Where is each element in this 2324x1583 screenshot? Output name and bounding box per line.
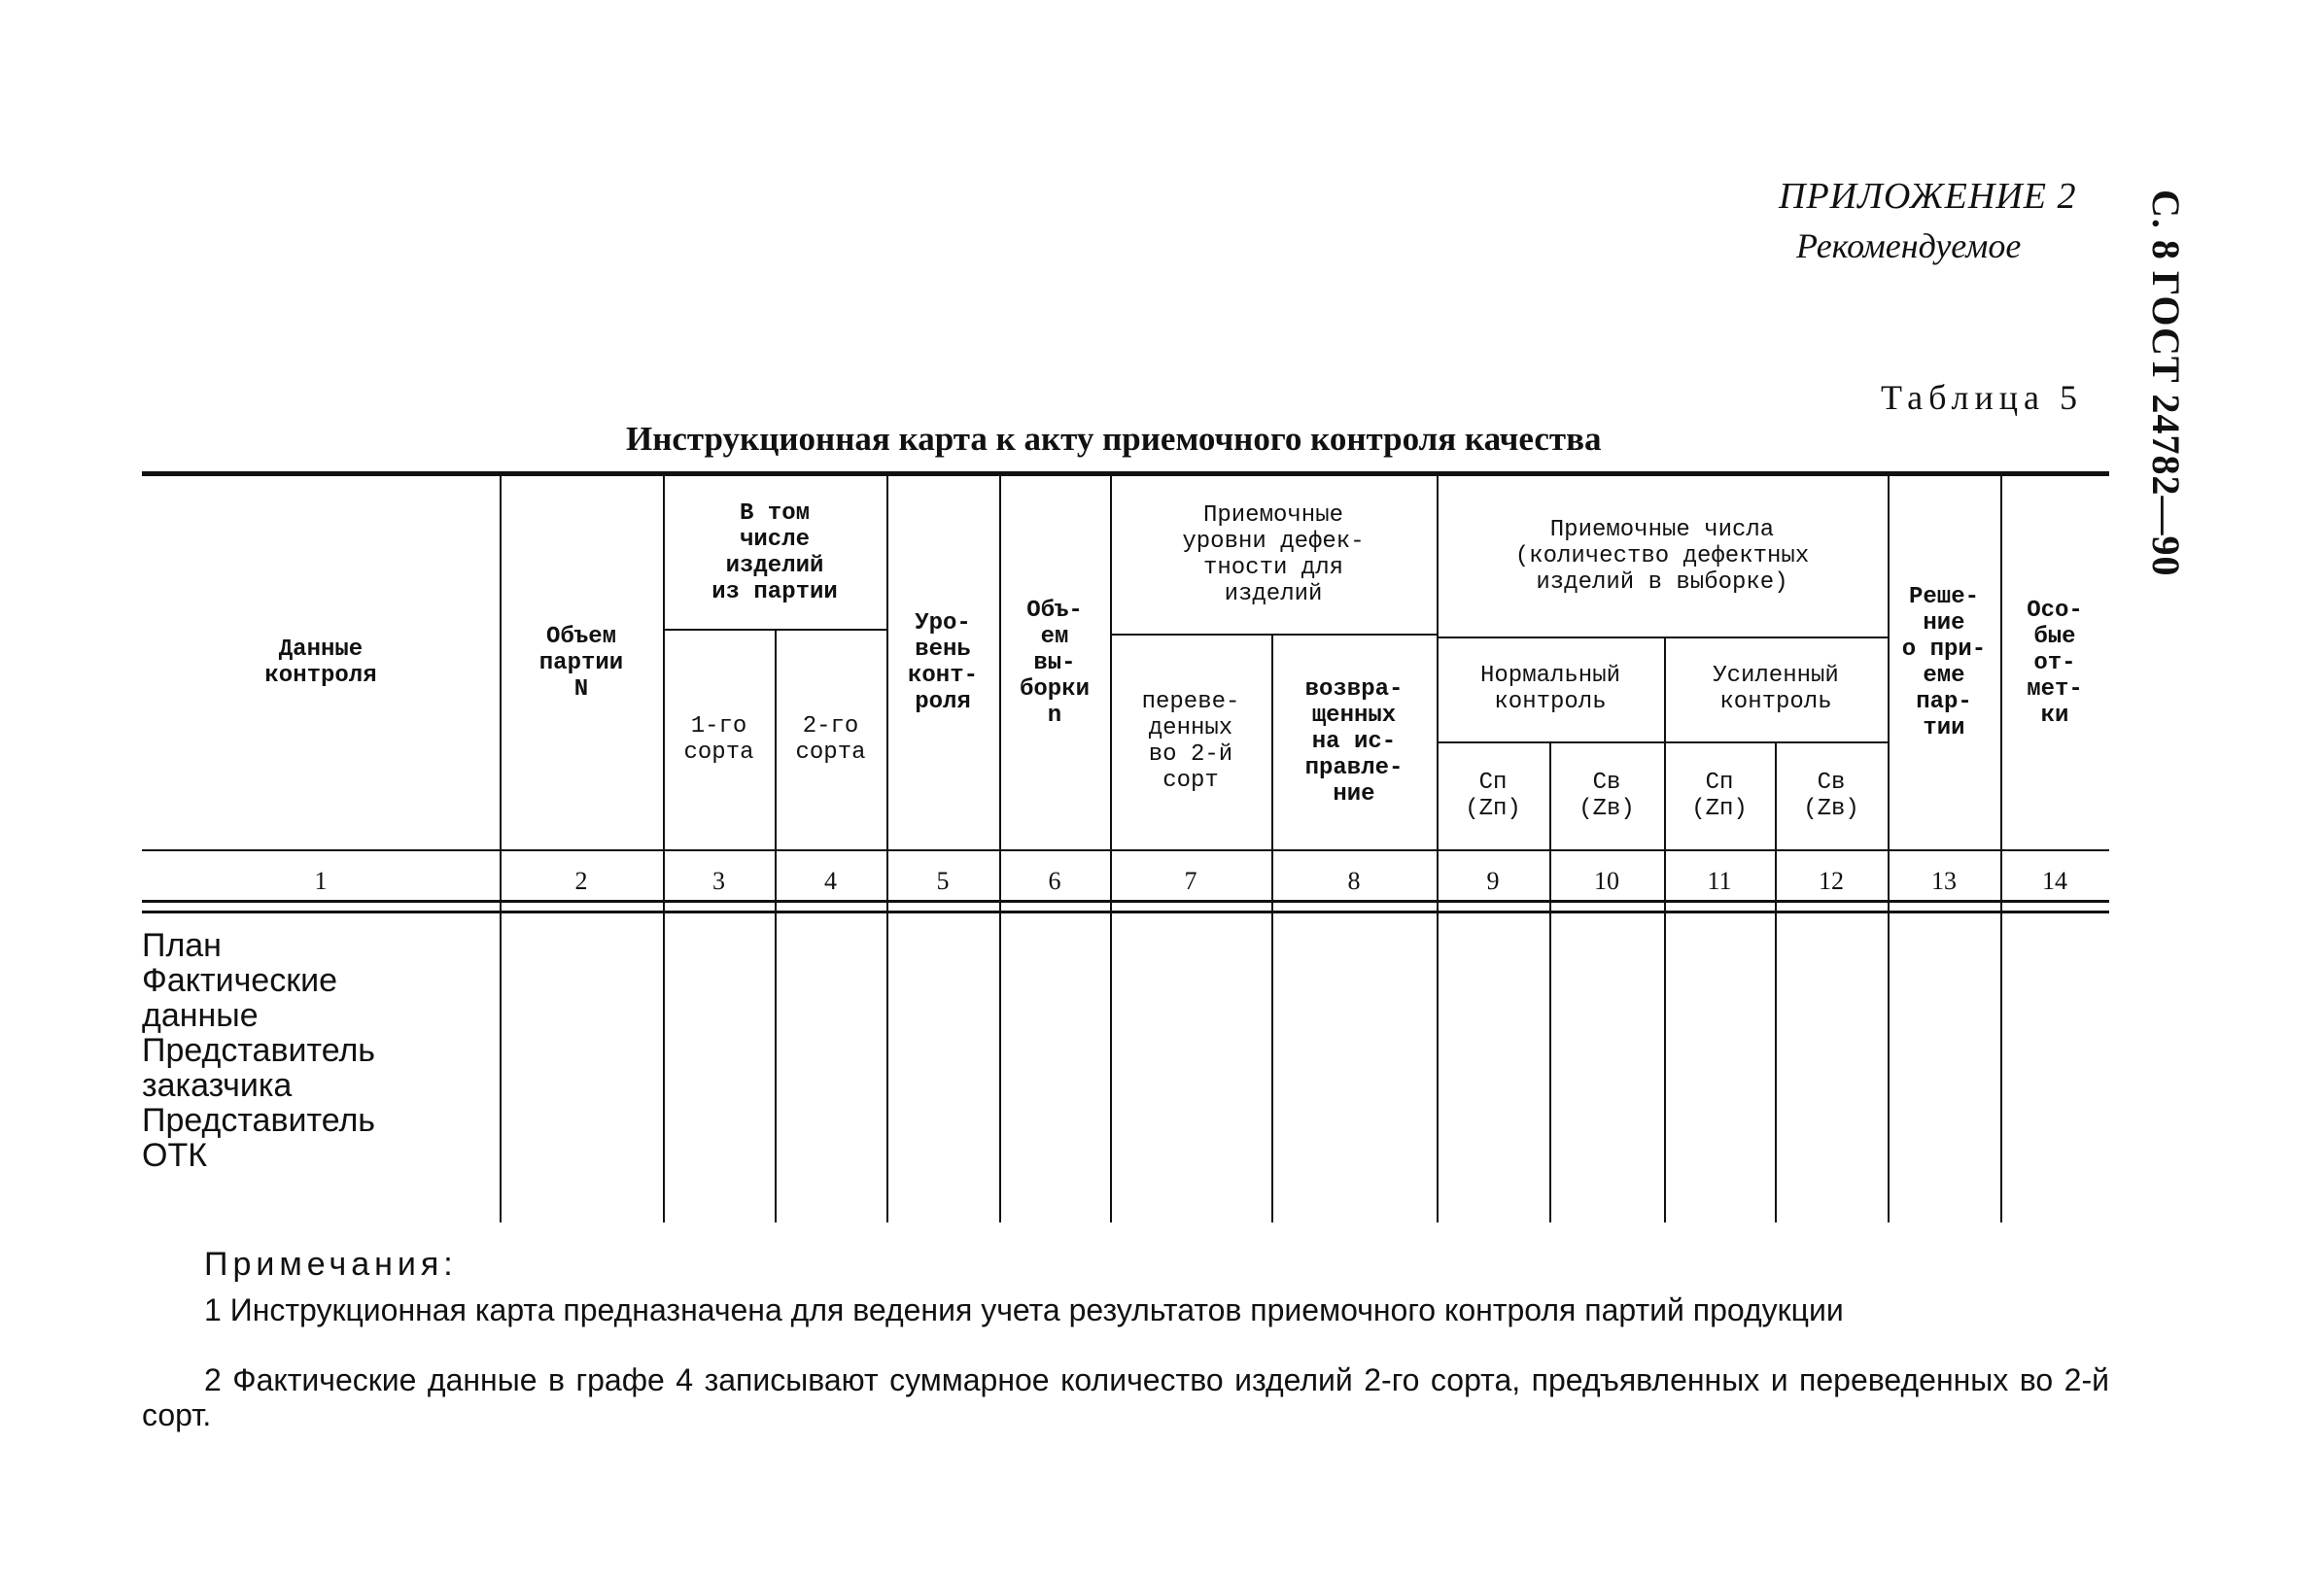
column-number: 3: [712, 867, 725, 895]
header-tightened-cv: Св (Zв): [1803, 769, 1859, 822]
header-tightened-control: Усиленный контроль: [1713, 663, 1839, 715]
note-1-text: 1 Инструкционная карта предназначена для ведения учета результатов приемочного контроля партий продукции: [204, 1292, 1844, 1327]
row-label-plan: План: [142, 927, 222, 964]
row-label-actual-cont: данные: [142, 997, 259, 1034]
column-number: 11: [1707, 867, 1732, 895]
column-number: 13: [1931, 867, 1957, 895]
row-label-actual: Фактические: [142, 962, 337, 999]
header-transferred-grade2: переве- денных во 2-й сорт: [1141, 689, 1240, 794]
header-control-level: Уро- вень конт- роля: [907, 610, 978, 715]
table-label: Таблица 5: [1881, 378, 2083, 417]
column-number: 4: [824, 867, 837, 895]
note-1: [142, 1292, 2109, 1327]
header-normal-cp: Сп (Zп): [1465, 769, 1521, 822]
row-label-otk-rep-cont: ОТК: [142, 1137, 208, 1174]
running-head: С. 8 ГОСТ 24782—90: [2144, 189, 2188, 577]
note-2-text: 2 Фактические данные в графе 4 записывают суммарное количество изделий 2-го сорта, предъявленных и переведенных во 2-й сорт.: [142, 1362, 2109, 1432]
row-label-otk-rep: Представитель: [142, 1102, 376, 1139]
row-label-customer-rep: Представитель: [142, 1032, 376, 1069]
notes-heading: Примечания:: [204, 1246, 458, 1283]
header-sample-size: Объ- ем вы- борки n: [1019, 597, 1090, 729]
table-title: Инструкционная карта к акту приемочного контроля качества: [626, 420, 1602, 458]
instruction-card-table: [142, 471, 2109, 1222]
column-number: 8: [1347, 867, 1361, 895]
header-returned-repair: возвра- щенных на ис- правле- ние: [1304, 675, 1404, 808]
row-label-customer-rep-cont: заказчика: [142, 1067, 293, 1104]
column-number: 10: [1594, 867, 1619, 895]
header-normal-control: Нормальный контроль: [1479, 663, 1621, 715]
column-number: 2: [574, 867, 588, 895]
column-number: 14: [2042, 867, 2067, 895]
header-items-in-lot: В том числе изделий из партии: [711, 499, 838, 605]
header-control-data: Данные контроля: [264, 637, 377, 689]
header-second-grade: 2-го сорта: [795, 712, 866, 766]
column-number: 1: [314, 867, 328, 895]
column-number: 7: [1184, 867, 1197, 895]
appendix-title: ПРИЛОЖЕНИЕ 2: [1779, 176, 2077, 217]
numbers-bottom-double-line: [142, 900, 2109, 913]
column-number: 6: [1048, 867, 1061, 895]
appendix-status: Рекомендуемое: [1796, 226, 2022, 265]
header-lot-decision: Реше- ние о при- еме пар- тии: [1901, 584, 1987, 741]
header-special-notes: Осо- бые от- мет- ки: [2027, 597, 2083, 729]
header-first-grade: 1-го сорта: [683, 712, 754, 766]
column-number: 5: [936, 867, 950, 895]
header-normal-cv: Св (Zв): [1578, 769, 1635, 822]
header-acceptance-numbers: Приемочные числа (количество дефектных изделий в выборке): [1514, 517, 1810, 596]
column-number: 12: [1819, 867, 1844, 895]
row-labels: [142, 928, 375, 1173]
header-tightened-cp: Сп (Zп): [1691, 769, 1748, 822]
header-acceptance-levels: Приемочные уровни дефек- тности для изделий: [1182, 502, 1365, 607]
note-2: [142, 1362, 2109, 1432]
column-number: 9: [1486, 867, 1500, 895]
numbers-top-line: [142, 849, 2109, 851]
header-lot-size: Объем партии N: [538, 623, 624, 703]
